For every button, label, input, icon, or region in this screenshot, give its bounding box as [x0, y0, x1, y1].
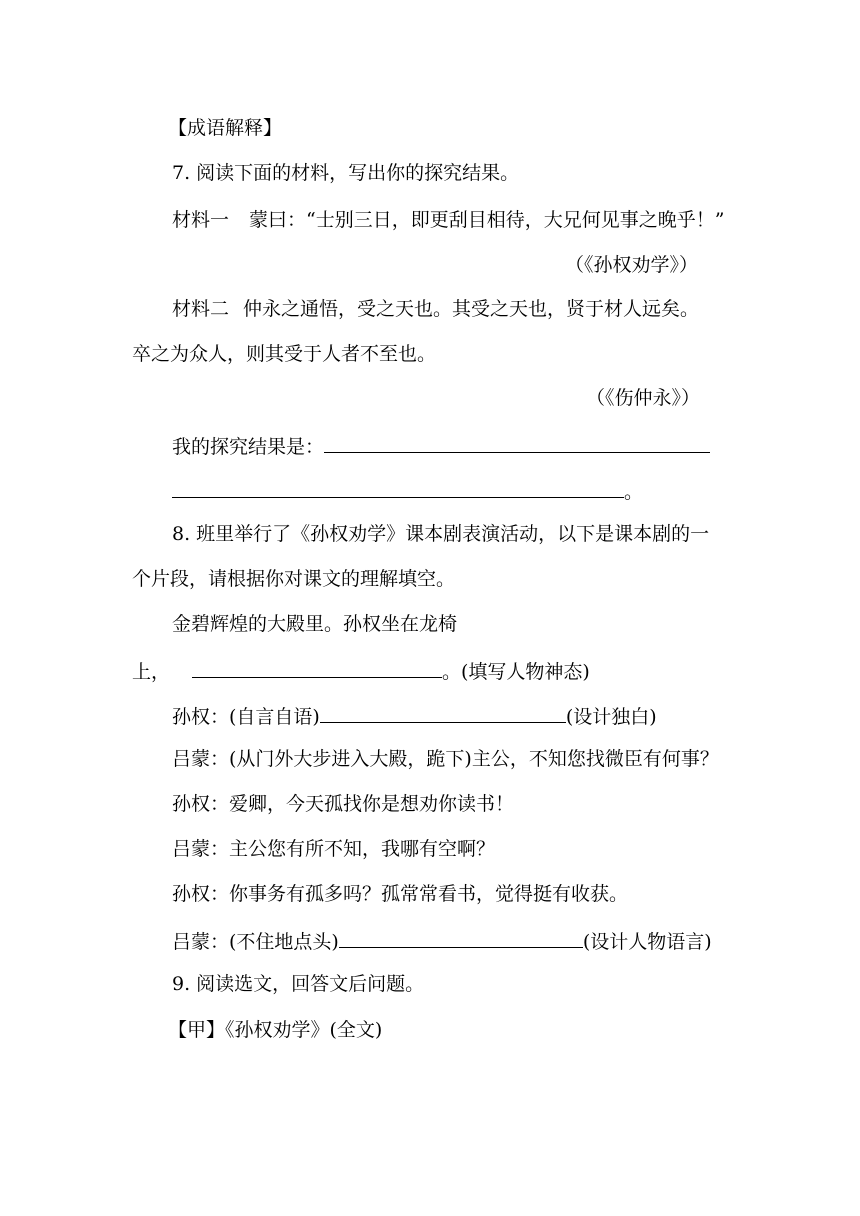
dialogue-sunquan-1-note: (设计独白) [565, 706, 657, 728]
dialogue-lumeng-3-speaker: 吕蒙：(不住地点头) [172, 931, 339, 953]
dialogue-sunquan-1-speaker: 孙权：(自言自语) [172, 706, 320, 728]
answer-end: 。 [624, 481, 644, 503]
scene-line-2-start: 上， [132, 661, 171, 683]
section-heading: 【成语解释】 [168, 117, 283, 139]
dialogue-sunquan-2: 孙权：爱卿，今天孤找你是想劝你读书！ [172, 793, 515, 815]
scene-line-2-end: 。(填写人物神态) [442, 661, 590, 683]
scene-line-1: 金碧辉煌的大殿里。孙权坐在龙椅 [172, 613, 458, 635]
expression-blank[interactable] [192, 657, 442, 678]
dialogue-lumeng-3-note: (设计人物语言) [582, 931, 712, 953]
material-2-line-2: 卒之为众人，则其受于人者不至也。 [132, 343, 437, 365]
dialogue-lumeng-2: 吕蒙：主公您有所不知，我哪有空啊？ [172, 838, 496, 860]
material-1-label: 材料一 [172, 209, 230, 231]
answer-line-2 [172, 477, 643, 504]
dialogue-lumeng-3 [172, 927, 712, 954]
question-9-prompt: 9. 阅读选文，回答文后问题。 [172, 973, 425, 995]
monologue-blank[interactable] [320, 702, 566, 723]
question-9-sub-label: 【甲】《孙权劝学》(全文) [168, 1019, 383, 1041]
dialogue-sunquan-3: 孙权：你事务有孤多吗？孤常常看书，觉得挺有收获。 [172, 883, 629, 905]
material-1-text: 蒙曰：“士别三日，即更刮目相待，大兄何见事之晚乎！” [249, 209, 725, 231]
dialogue-lumeng-1: 吕蒙：(从门外大步进入大殿，跪下)主公，不知您找微臣有何事？ [172, 748, 719, 770]
answer-label: 我的探究结果是： [172, 436, 325, 458]
question-8-prompt-2: 个片段，请根据你对课文的理解填空。 [132, 568, 456, 590]
answer-blank-1[interactable] [324, 432, 710, 453]
material-1 [172, 208, 724, 232]
dialogue-sunquan-1 [172, 702, 657, 729]
material-1-source: （《孙权劝学》） [565, 254, 699, 276]
question-8-prompt-1: 8. 班里举行了《孙权劝学》课本剧表演活动，以下是课本剧的一 [172, 523, 710, 545]
material-2-text-1: 仲永之通悟，受之天也。其受之天也，贤于材人远矣。 [243, 298, 700, 320]
speech-blank[interactable] [339, 927, 583, 948]
answer-line-1 [172, 432, 710, 459]
question-7-prompt: 7. 阅读下面的材料，写出你的探究结果。 [172, 162, 520, 184]
material-2-line-1 [172, 297, 699, 321]
answer-blank-2[interactable] [172, 477, 624, 498]
scene-line-2 [132, 657, 590, 684]
material-2-source: （《伤仲永》） [586, 387, 701, 409]
material-2-label: 材料二 [172, 298, 230, 320]
